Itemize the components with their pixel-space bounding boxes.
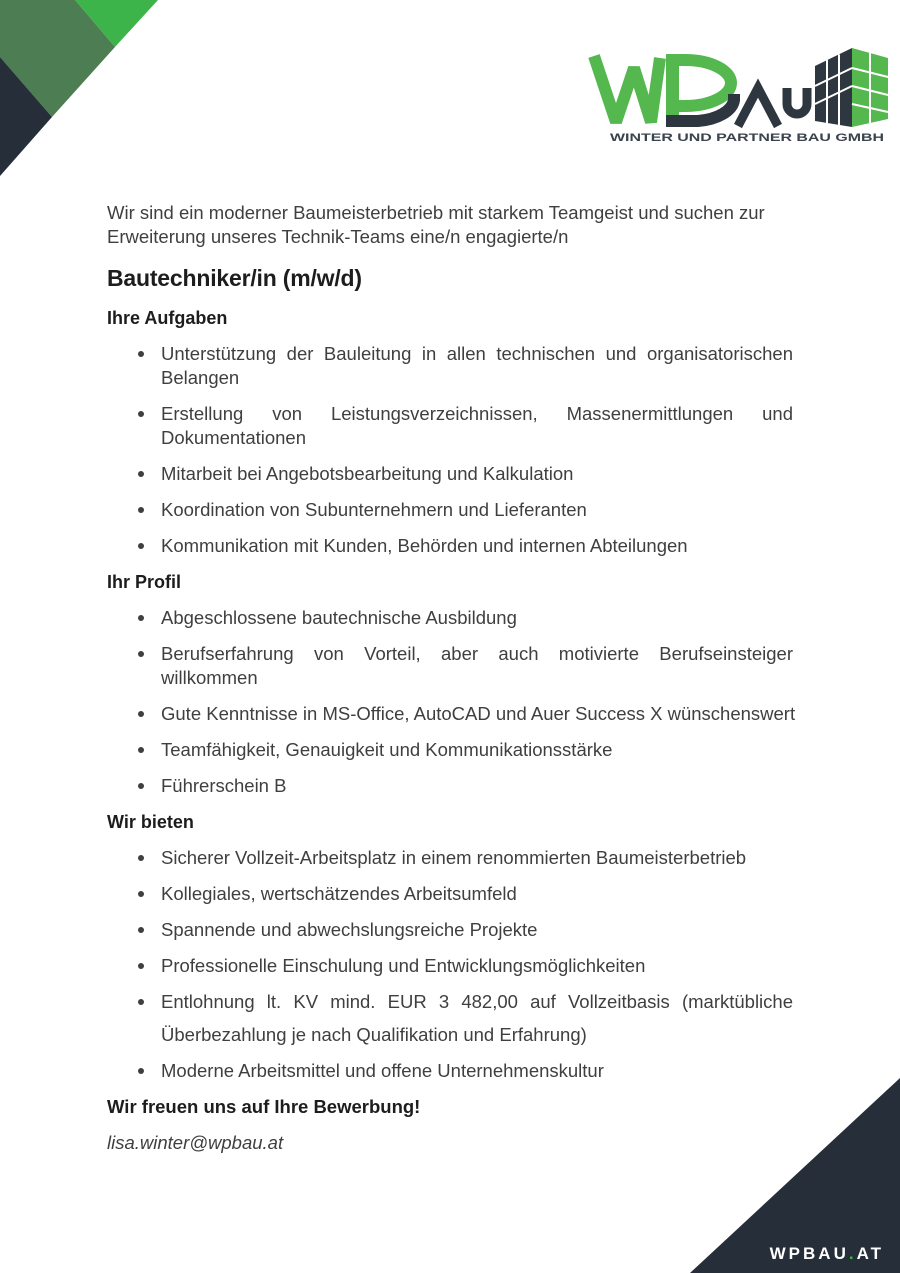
list-item [107, 642, 793, 690]
list-item [107, 342, 793, 390]
bullet-marker [138, 615, 144, 621]
aufgaben-list [107, 342, 793, 558]
website-tld: AT [856, 1244, 884, 1263]
logo-subtitle: WINTER UND PARTNER BAU GMBH [610, 132, 885, 144]
list-item [107, 774, 793, 798]
list-item [107, 738, 793, 762]
bullet-marker [138, 747, 144, 753]
bullet-marker [138, 711, 144, 717]
list-item [107, 882, 793, 906]
list-item-text: Kollegiales, wertschätzendes Arbeitsumfeld [161, 883, 517, 904]
flyer-content [107, 201, 796, 1155]
list-item-text: Führerschein B [161, 775, 287, 796]
bullet-marker [138, 855, 144, 861]
logo-letter-p-bowl [679, 60, 731, 106]
building-icon [815, 48, 888, 127]
list-item-text: Gute Kenntnisse in MS-Office, AutoCAD und Auer Success X wünschenswert [161, 703, 796, 724]
profil-list [107, 606, 796, 798]
bullet-marker [138, 891, 144, 897]
website-dot: . [848, 1244, 857, 1263]
list-item-text: Erstellung von Leistungsverzeichnissen, Massenermittlungen und Dokumentationen [161, 403, 793, 448]
section-heading-aufgaben: Ihre Aufgaben [107, 308, 228, 328]
website-name: WPBAU [769, 1244, 849, 1263]
wpbau-logo [580, 40, 892, 148]
list-item [107, 918, 793, 942]
list-item-text: Berufserfahrung von Vorteil, aber auch motivierte Berufseinsteiger willkommen [161, 643, 793, 688]
website-badge [770, 1245, 884, 1262]
bullet-marker [138, 783, 144, 789]
list-item-text: Spannende und abwechslungsreiche Projekte [161, 919, 538, 940]
list-item-text: Entlohnung lt. KV mind. EUR 3 482,00 auf Vollzeitbasis (marktübliche Überbezahlung je nach Qualifikation und Erfahrung) [161, 991, 793, 1045]
list-item-text: Unterstützung der Bauleitung in allen technischen und organisatorischen Belangen [161, 343, 793, 388]
list-item [107, 402, 793, 450]
bullet-marker [138, 1068, 144, 1074]
list-item-text: Mitarbeit bei Angebotsbearbeitung und Kalkulation [161, 463, 574, 484]
section-heading-profil: Ihr Profil [107, 572, 182, 592]
list-item-text: Sicherer Vollzeit-Arbeitsplatz in einem renommierten Baumeisterbetrieb [161, 847, 747, 868]
wpbau-logo-graphic [580, 40, 892, 148]
list-item-text: Abgeschlossene bautechnische Ausbildung [161, 607, 517, 628]
list-item [107, 990, 793, 1047]
list-item-text: Teamfähigkeit, Genauigkeit und Kommunikationsstärke [161, 739, 613, 760]
bullet-marker [138, 963, 144, 969]
building-left-face [815, 48, 852, 127]
section-heading-bieten: Wir bieten [107, 812, 194, 832]
list-item-text: Kommunikation mit Kunden, Behörden und internen Abteilungen [161, 535, 688, 556]
bieten-list [107, 846, 793, 1083]
list-item [107, 846, 793, 870]
bullet-marker [138, 651, 144, 657]
list-item [107, 498, 793, 522]
bullet-marker [138, 999, 144, 1005]
email-address: lisa.winter@wpbau.at [107, 1132, 284, 1153]
list-item [107, 462, 793, 486]
logo-letter-w [594, 56, 660, 122]
job-title: Bautechniker/in (m/w/d) [107, 265, 362, 291]
list-item-text: Koordination von Subunternehmern und Lieferanten [161, 499, 587, 520]
bullet-marker [138, 471, 144, 477]
intro-paragraph: Wir sind ein moderner Baumeisterbetrieb mit starkem Teamgeist und suchen zur Erweiterung unseres Technik-Teams eine/n engagierte/n [107, 202, 765, 247]
list-item-text: Professionelle Einschulung und Entwicklungsmöglichkeiten [161, 955, 646, 976]
list-item [107, 606, 793, 630]
list-item [107, 534, 793, 558]
list-item [107, 702, 796, 726]
list-item-text: Moderne Arbeitsmittel und offene Unternehmenskultur [161, 1060, 604, 1081]
bullet-marker [138, 351, 144, 357]
closing-line: Wir freuen uns auf Ihre Bewerbung! [107, 1096, 421, 1117]
logo-letter-a [738, 88, 778, 126]
list-item [107, 954, 793, 978]
bullet-marker [138, 543, 144, 549]
bullet-marker [138, 927, 144, 933]
bullet-marker [138, 507, 144, 513]
logo-letter-u [787, 88, 807, 114]
bullet-marker [138, 411, 144, 417]
corner-decoration-top-left [0, 0, 165, 180]
